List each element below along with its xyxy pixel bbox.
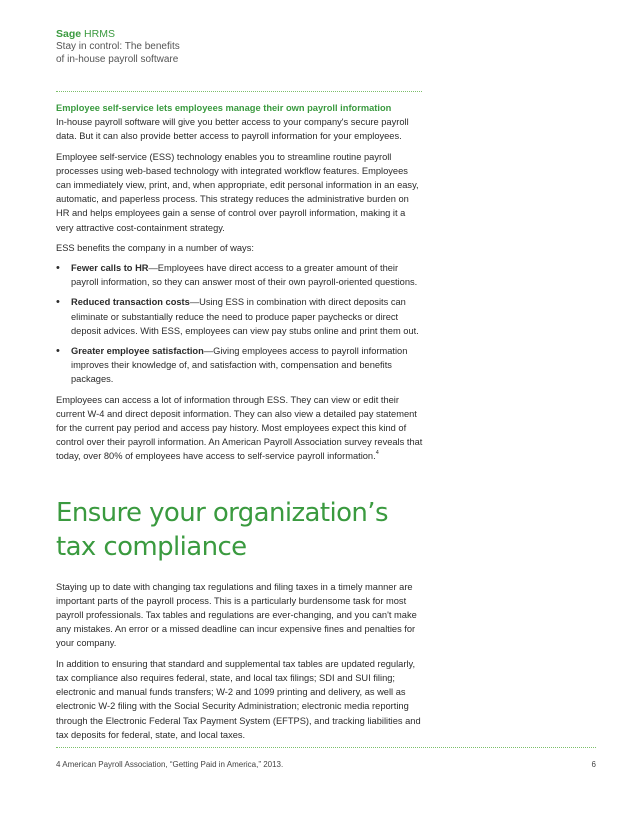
footnote-reference: 4 (375, 450, 379, 457)
brand-name: Sage (56, 28, 82, 40)
ess-paragraph-1: In-house payroll software will give you better access to your company's secure payroll data. But it can also provide better access to payroll information for your employees. (56, 117, 409, 142)
ess-benefits-intro: ESS benefits the company in a number of ways: (56, 242, 254, 253)
tax-heading-line1: Ensure your organization’s (56, 497, 388, 528)
list-item (56, 261, 424, 289)
list-item (56, 344, 424, 387)
brand-line (56, 28, 356, 41)
page-number: 6 (591, 760, 596, 769)
brand-product: HRMS (84, 28, 115, 40)
bottom-divider (56, 747, 596, 748)
header-subtitle-line2: of in-house payroll software (56, 53, 179, 65)
header-subtitle-line1: Stay in control: The benefits (56, 41, 180, 52)
benefit-title: Fewer calls to HR (71, 263, 149, 274)
main-content (56, 101, 424, 748)
benefit-title: Reduced transaction costs (71, 297, 190, 308)
list-item (56, 295, 424, 338)
tax-paragraph-1: Staying up to date with changing tax regulations and filing taxes in a timely manner are important parts of the payroll process. This is a particularly burdensome task for most payroll professionals. Tax tables and regulations are ever-changing, and you can't make any mistakes. An error or a missed deadline can incur expensive fines and penalties for your company. (56, 581, 417, 649)
ess-section-heading: Employee self-service lets employees manage their own payroll information (56, 103, 392, 113)
page-header (56, 28, 356, 66)
benefit-title: Greater employee satisfaction (71, 346, 204, 357)
benefit-text: —Using ESS in combination with direct deposits can eliminate or substantially reduce the need to produce paper paychecks or direct deposit advices. With ESS, employees can view pay stubs online and print them out. (71, 297, 419, 336)
footnote-text: 4 American Payroll Association, “Getting Paid in America,” 2013. (56, 760, 284, 769)
benefit-text: —Giving employees access to payroll information improves their knowledge of, and satisfaction with, compensation and benefits packages. (71, 346, 408, 385)
ess-paragraph-2: Employee self-service (ESS) technology enables you to streamline routine payroll processes using web-based technology with integrated workflow features. Employees can immediately view, print, and, when appropriate, edit personal information in an easy, automatic, and paperless process. This strategy reduces the administrative burden on HR and helps employees gain a sense of control over payroll information, making it a very attractive cost-containment strategy. (56, 151, 419, 233)
ess-paragraph-3-text: Employees can access a lot of information through ESS. They can view or edit their current W-4 and direct deposit information. They can also view a detailed pay statement for the current pay period and access pay history. Most employees expect this kind of control over their payroll information. An American Payroll Association survey reveals that today, over 80% of employees have access to self-service payroll information. (56, 394, 423, 462)
ess-benefits-list (56, 261, 424, 387)
ess-paragraph-3 (56, 393, 424, 464)
tax-heading-line2: tax compliance (56, 531, 247, 562)
tax-paragraph-2: In addition to ensuring that standard and supplemental tax tables are updated regularly, tax compliance also requires federal, state, and local tax filings; SDI and SUI filing; electronic and manual funds transfers; W-2 and 1099 printing and delivery, as well as electronic W-2 filing with the Social Security Administration; electronic media reporting through the Electronic Federal Tax Payment System (EFTPS), and tracking liabilities and tax deposits for federal, state, and local taxes. (56, 658, 421, 740)
benefit-text: —Employees have direct access to a greater amount of their payroll information, so they can answer most of their own payroll-oriented questions. (71, 263, 418, 288)
tax-section-heading (56, 496, 424, 564)
top-divider (56, 91, 422, 92)
